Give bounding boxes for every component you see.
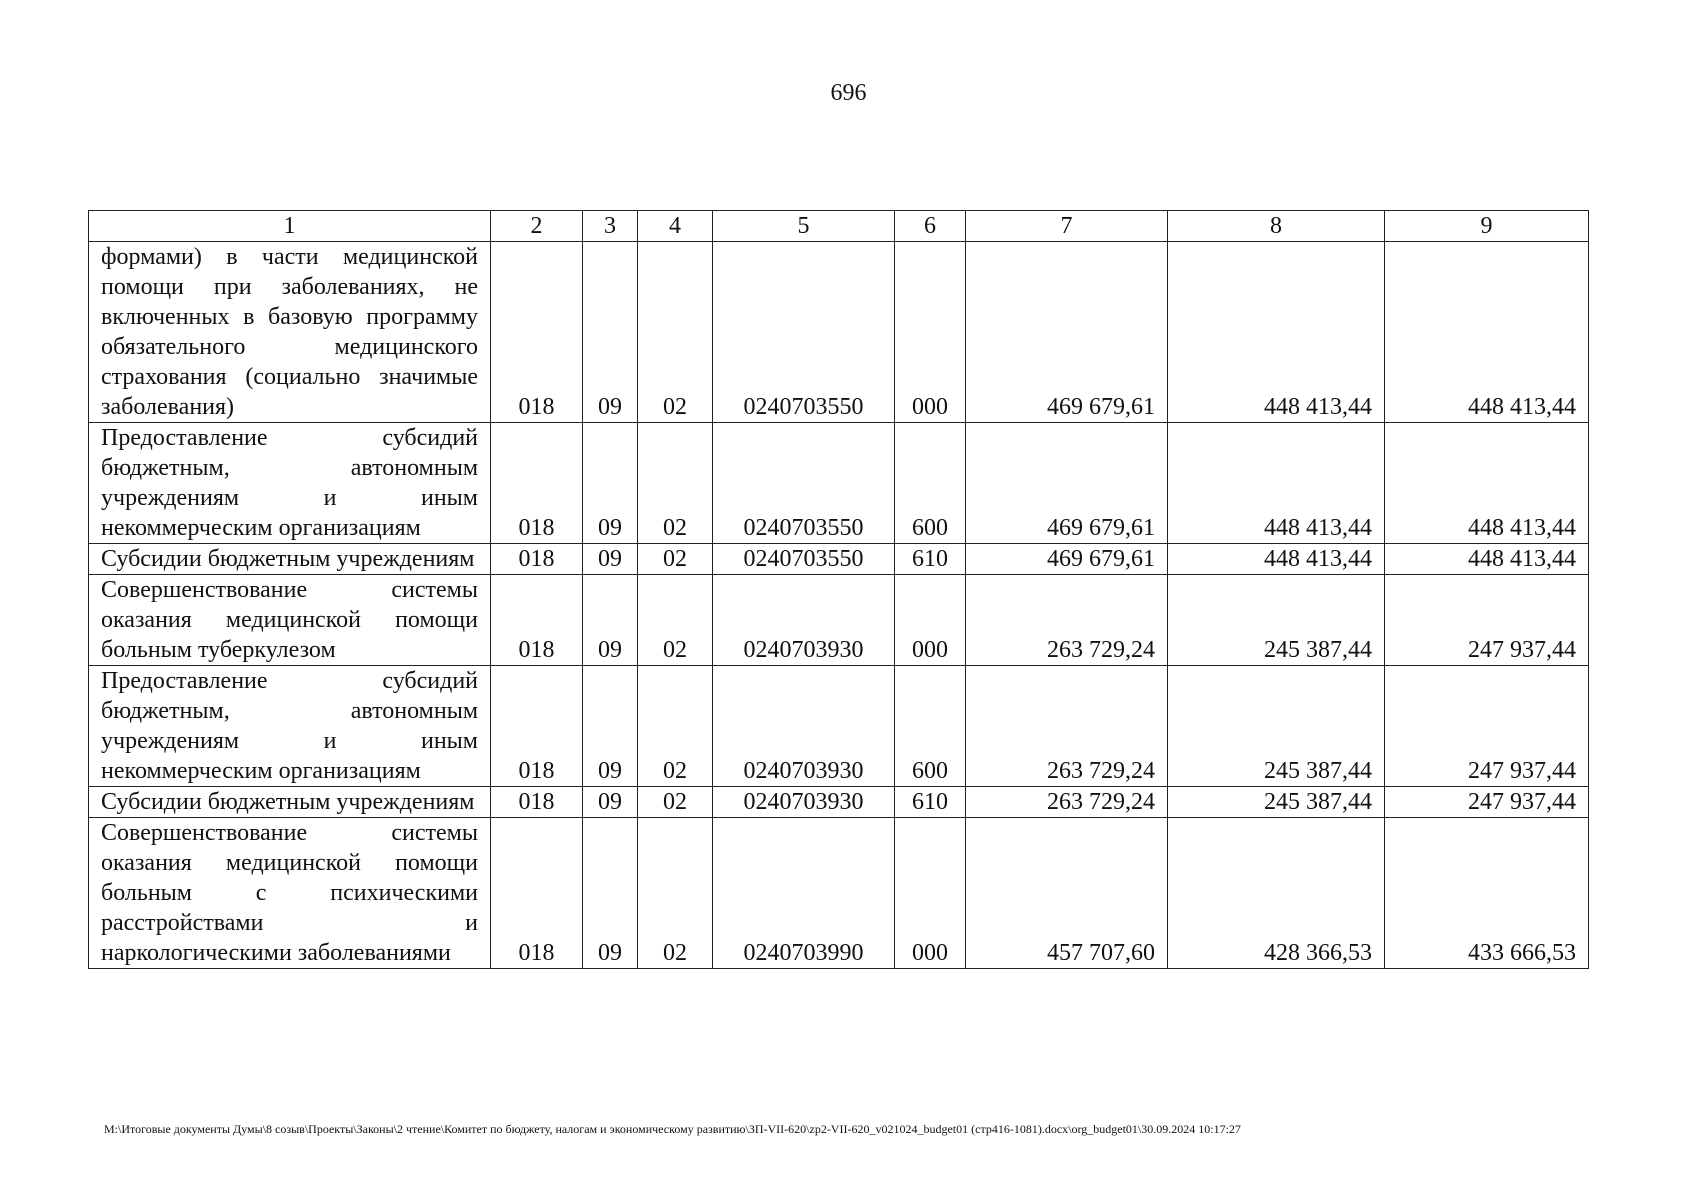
row-rz: 09: [583, 818, 638, 969]
row-value-7: 469 679,61: [966, 423, 1168, 544]
row-value-9: 448 413,44: [1385, 423, 1589, 544]
row-pr: 02: [638, 575, 713, 666]
row-grbs: 018: [491, 423, 583, 544]
row-grbs: 018: [491, 575, 583, 666]
row-csr: 0240703550: [713, 242, 895, 423]
row-pr: 02: [638, 544, 713, 575]
row-vr: 000: [895, 575, 966, 666]
row-value-7: 263 729,24: [966, 666, 1168, 787]
row-value-7: 469 679,61: [966, 544, 1168, 575]
table-row: [89, 423, 1589, 544]
row-vr: 000: [895, 818, 966, 969]
row-value-9: 448 413,44: [1385, 242, 1589, 423]
row-grbs: 018: [491, 544, 583, 575]
row-rz: 09: [583, 544, 638, 575]
row-value-8: 245 387,44: [1168, 575, 1385, 666]
table-body: [89, 242, 1589, 969]
table-row: [89, 544, 1589, 575]
row-pr: 02: [638, 818, 713, 969]
row-name: Совершенствование системы оказания медицинской помощи больным туберкулезом: [89, 575, 491, 666]
row-value-7: 469 679,61: [966, 242, 1168, 423]
header-col-1: 1: [89, 211, 491, 242]
row-grbs: 018: [491, 818, 583, 969]
row-value-9: 433 666,53: [1385, 818, 1589, 969]
header-col-3: 3: [583, 211, 638, 242]
table-row: [89, 818, 1589, 969]
row-value-7: 457 707,60: [966, 818, 1168, 969]
header-col-5: 5: [713, 211, 895, 242]
row-vr: 610: [895, 544, 966, 575]
row-rz: 09: [583, 242, 638, 423]
row-rz: 09: [583, 666, 638, 787]
row-value-8: 448 413,44: [1168, 242, 1385, 423]
row-name: Предоставление субсидий бюджетным, автономным учреждениям и иным некоммерческим организациям: [89, 423, 491, 544]
row-csr: 0240703990: [713, 818, 895, 969]
row-csr: 0240703550: [713, 544, 895, 575]
footer-file-path: M:\Итоговые документы Думы\8 созыв\Проекты\Законы\2 чтение\Комитет по бюджету, налогам и экономическому развитию\ЗП-VII-620\zp2-VII-620_v021024_budget01 (стр416-1081).docx\org_budget01\30.09.2024 10:17:27: [104, 1122, 1241, 1136]
row-pr: 02: [638, 787, 713, 818]
page-number: 696: [830, 80, 867, 106]
table-row: [89, 787, 1589, 818]
row-name: Субсидии бюджетным учреждениям: [89, 787, 491, 818]
row-csr: 0240703550: [713, 423, 895, 544]
budget-table: [88, 210, 1589, 969]
row-name: Предоставление субсидий бюджетным, автономным учреждениям и иным некоммерческим организациям: [89, 666, 491, 787]
row-vr: 600: [895, 666, 966, 787]
header-row: [89, 211, 1589, 242]
row-value-8: 245 387,44: [1168, 666, 1385, 787]
table-row: [89, 666, 1589, 787]
header-col-7: 7: [966, 211, 1168, 242]
row-value-7: 263 729,24: [966, 575, 1168, 666]
row-grbs: 018: [491, 242, 583, 423]
row-value-9: 247 937,44: [1385, 666, 1589, 787]
row-vr: 000: [895, 242, 966, 423]
row-csr: 0240703930: [713, 666, 895, 787]
header-col-6: 6: [895, 211, 966, 242]
header-col-4: 4: [638, 211, 713, 242]
row-pr: 02: [638, 242, 713, 423]
row-value-8: 245 387,44: [1168, 787, 1385, 818]
row-value-8: 448 413,44: [1168, 544, 1385, 575]
row-value-7: 263 729,24: [966, 787, 1168, 818]
header-col-8: 8: [1168, 211, 1385, 242]
row-value-9: 247 937,44: [1385, 575, 1589, 666]
row-rz: 09: [583, 575, 638, 666]
row-vr: 600: [895, 423, 966, 544]
row-name: Субсидии бюджетным учреждениям: [89, 544, 491, 575]
table-row: [89, 575, 1589, 666]
row-grbs: 018: [491, 787, 583, 818]
row-csr: 0240703930: [713, 575, 895, 666]
row-pr: 02: [638, 666, 713, 787]
table-header: [89, 211, 1589, 242]
row-vr: 610: [895, 787, 966, 818]
row-rz: 09: [583, 787, 638, 818]
row-pr: 02: [638, 423, 713, 544]
table-row: [89, 242, 1589, 423]
row-csr: 0240703930: [713, 787, 895, 818]
row-value-8: 428 366,53: [1168, 818, 1385, 969]
row-name: формами) в части медицинской помощи при заболеваниях, не включенных в базовую программу обязательного медицинского страхования (социально значимые заболевания): [89, 242, 491, 423]
header-col-2: 2: [491, 211, 583, 242]
row-value-9: 448 413,44: [1385, 544, 1589, 575]
row-rz: 09: [583, 423, 638, 544]
row-grbs: 018: [491, 666, 583, 787]
row-name: Совершенствование системы оказания медицинской помощи больным с психическими расстройствами и наркологическими заболеваниями: [89, 818, 491, 969]
header-col-9: 9: [1385, 211, 1589, 242]
row-value-8: 448 413,44: [1168, 423, 1385, 544]
row-value-9: 247 937,44: [1385, 787, 1589, 818]
